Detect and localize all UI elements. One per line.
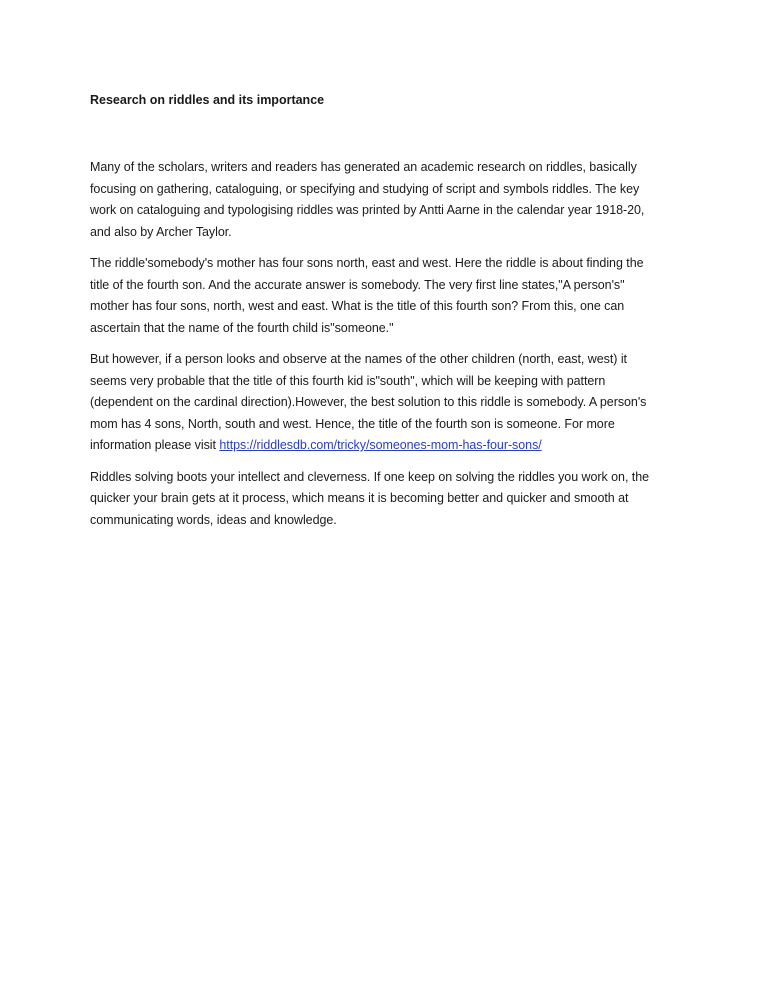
riddlesdb-link[interactable]: https://riddlesdb.com/tricky/someones-mom-has-four-sons/ [219,438,542,452]
paragraph-scholarly-research [90,157,690,243]
paragraph-line: mother has four sons, north, west and east. What is the title of this fourth son? From this, one can [90,299,625,313]
paragraph-line: The riddle'somebody's mother has four sons north, east and west. Here the riddle is about finding the [90,256,644,270]
paragraph-line: Riddles solving boots your intellect and cleverness. If one keep on solving the riddles you work on, the [90,469,650,484]
paragraph-line: Many of the scholars, writers and readers has generated an academic research on riddles, basically [90,160,637,174]
paragraph-line: title of the fourth son. And the accurate answer is somebody. The very first line states,"A person's" [90,277,625,292]
paragraph-line: But however, if a person looks and observe at the names of the other children (north, east, west) it [90,352,627,366]
paragraph-line: (dependent on the cardinal direction).However, the best solution to this riddle is somebody. A person's [90,395,647,409]
link-prefix-text: information please visit [90,438,220,452]
paragraph-line: mom has 4 sons, North, south and west. Hence, the title of the fourth son is someone. For more [90,416,615,431]
paragraph-line: ascertain that the name of the fourth child is"someone." [90,320,394,335]
paragraph-line: seems very probable that the title of this fourth kid is"south", which will be keeping with pattern [90,373,606,388]
paragraph-riddle-statement [90,253,690,339]
paragraph-line: focusing on gathering, cataloguing, or specifying and studying of script and symbols riddles. The key [90,181,640,196]
paragraph-line: and also by Archer Taylor. [90,224,232,239]
paragraph-line: communicating words, ideas and knowledge. [90,512,337,527]
document-page [90,90,690,541]
paragraph-line: work on cataloguing and typologising riddles was printed by Antti Aarne in the calendar year 1918-20, [90,203,645,217]
paragraph-riddle-solution [90,349,690,457]
paragraph-line: quicker your brain gets at it process, which means it is becoming better and quicker and smooth at [90,491,629,505]
document-title: Research on riddles and its importance [90,93,325,107]
document-body [90,157,690,531]
paragraph-line-with-link [90,435,690,457]
paragraph-benefits [90,467,690,532]
